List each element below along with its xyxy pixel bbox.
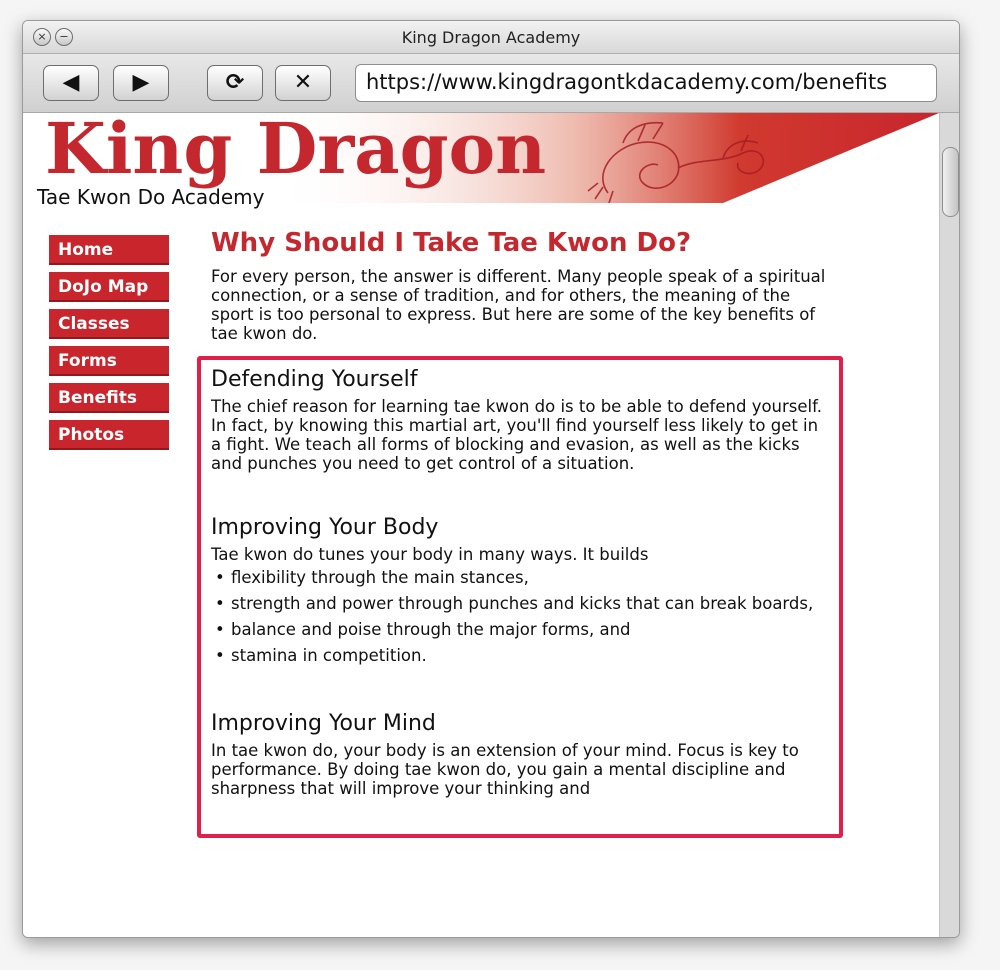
title-bar [23, 21, 959, 54]
stop-icon: ✕ [293, 70, 313, 95]
logo-title[interactable]: King Dragon [45, 113, 547, 190]
stop-button[interactable] [275, 65, 331, 101]
section-improving-your-body [211, 515, 826, 672]
scrollbar-thumb[interactable] [942, 147, 959, 217]
section-body: The chief reason for learning tae kwon do is to be able to defend yourself. In fact, by knowing this martial art, you'll find yourself less likely to get in a fight. We teach all forms of blocking and evasion, as well as the kicks and punches you need to get control of a situation. [211, 397, 822, 473]
browser-window [22, 20, 960, 938]
minimize-icon: − [59, 30, 69, 43]
nav-item-classes[interactable]: Classes [49, 309, 169, 339]
nav-item-forms[interactable]: Forms [49, 346, 169, 376]
nav-item-home[interactable]: Home [49, 235, 169, 265]
nav-item-dojo-map[interactable]: DoJo Map [49, 272, 169, 302]
list-item: • balance and poise through the major forms, and [211, 620, 826, 639]
intro-paragraph: For every person, the answer is different. Many people speak of a spiritual connection, or a sense of tradition, and for others, the meaning of the sport is too personal to express. But here are some of the key benefits of tae kwon do. [211, 267, 826, 343]
page-title: Why Should I Take Tae Kwon Do? [211, 228, 692, 258]
list-item: • flexibility through the main stances, [211, 568, 826, 587]
nav-item-benefits[interactable]: Benefits [49, 383, 169, 413]
list-item: • strength and power through punches and kicks that can break boards, [211, 594, 826, 613]
browser-toolbar [23, 54, 959, 113]
nav-item-photos[interactable]: Photos [49, 420, 169, 450]
section-body: In tae kwon do, your body is an extension of your mind. Focus is key to performance. By doing tae kwon do, you gain a mental discipline and sharpness that will improve your thinking and [211, 741, 799, 798]
benefits-list [211, 568, 826, 665]
vertical-scrollbar[interactable] [939, 113, 960, 937]
reload-icon: ⟳ [225, 70, 245, 95]
page-content [23, 113, 939, 937]
section-body: Tae kwon do tunes your body in many ways. It builds [211, 545, 649, 564]
back-button[interactable] [43, 65, 99, 101]
forward-button[interactable] [113, 65, 169, 101]
window-title: King Dragon Academy [401, 28, 581, 47]
site-banner [23, 113, 939, 209]
logo-subtitle: Tae Kwon Do Academy [37, 185, 265, 209]
back-arrow-icon: ◀ [62, 70, 80, 95]
close-icon: × [37, 30, 47, 43]
list-item: • stamina in competition. [211, 646, 826, 665]
section-heading: Defending Yourself [211, 367, 418, 392]
reload-button[interactable] [207, 65, 263, 101]
address-bar[interactable]: https://www.kingdragontkdacademy.com/benefits [355, 64, 937, 102]
forward-arrow-icon: ▶ [132, 70, 150, 95]
side-navigation [49, 235, 169, 457]
section-defending-yourself [211, 367, 826, 473]
section-heading: Improving Your Mind [211, 711, 436, 736]
section-heading: Improving Your Body [211, 515, 439, 540]
main-content [211, 227, 831, 343]
section-improving-your-mind [211, 711, 826, 798]
